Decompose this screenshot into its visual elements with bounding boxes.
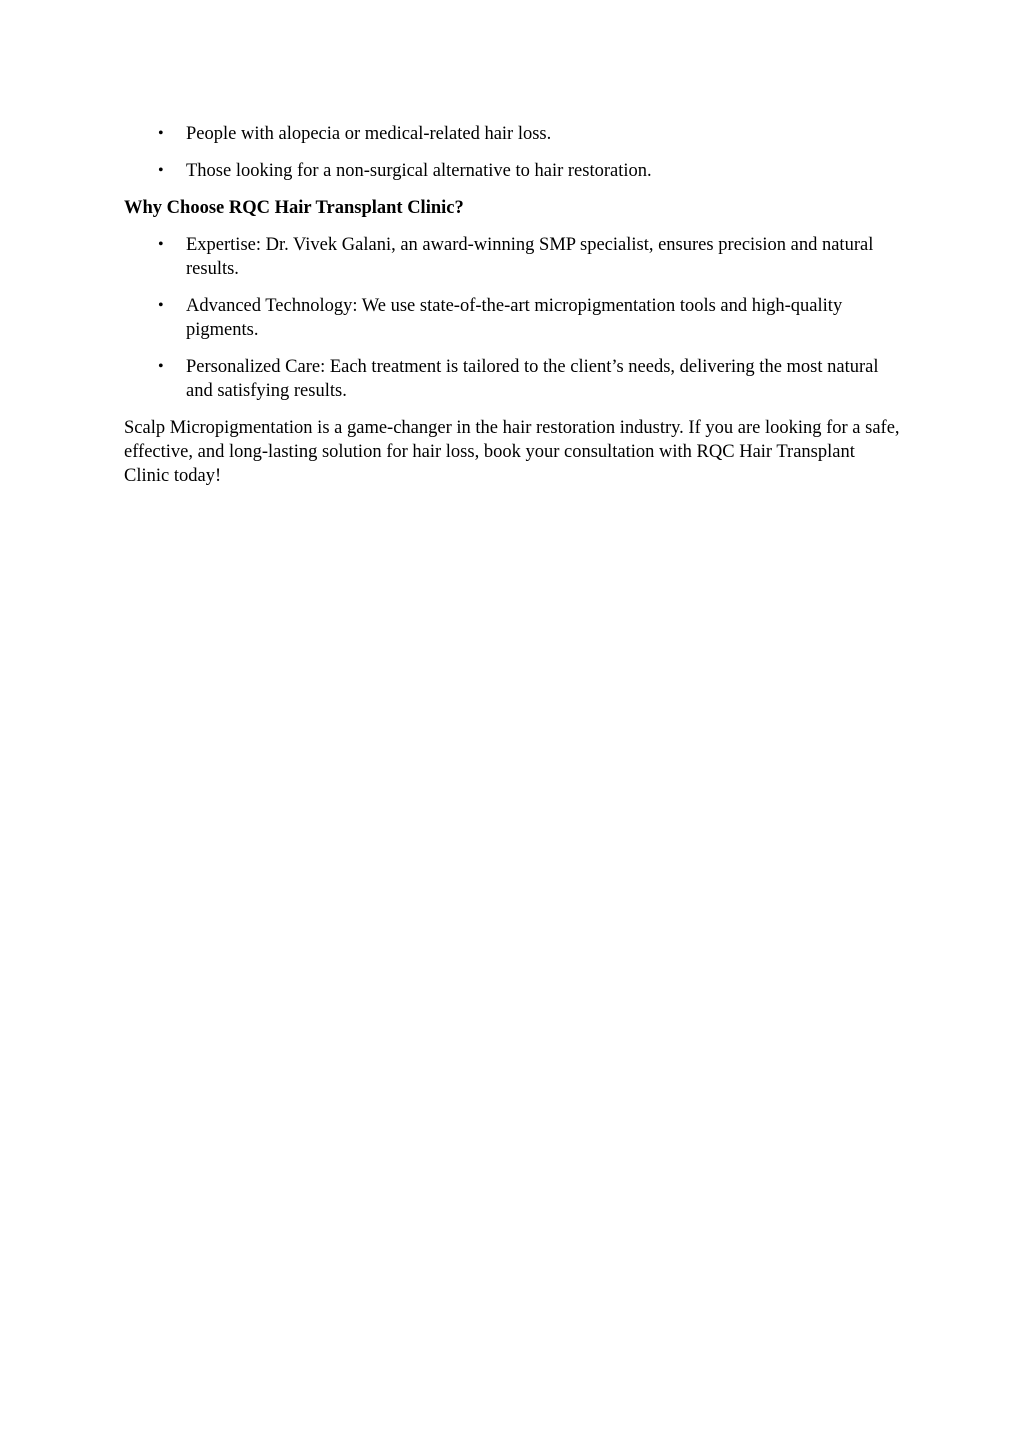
list-item-text: People with alopecia or medical-related hair loss. <box>186 124 552 144</box>
list-item <box>124 159 904 183</box>
bullet-icon: • <box>158 125 164 142</box>
reasons-list <box>124 233 904 403</box>
list-item <box>124 294 904 342</box>
list-item-text: Expertise: Dr. Vivek Galani, an award-winning SMP specialist, ensures precision and natural results. <box>186 235 874 279</box>
bullet-icon: • <box>158 162 164 179</box>
bullet-icon: • <box>158 297 164 314</box>
bullet-icon: • <box>158 236 164 253</box>
document-content <box>124 122 904 488</box>
list-item-text: Those looking for a non-surgical alternative to hair restoration. <box>186 161 652 181</box>
list-item-text: Personalized Care: Each treatment is tailored to the client’s needs, delivering the most natural and satisfying results. <box>186 357 879 401</box>
list-item <box>124 355 904 403</box>
list-item-text: Advanced Technology: We use state-of-the-art micropigmentation tools and high-quality pigments. <box>186 296 843 340</box>
candidates-list <box>124 122 904 183</box>
list-item <box>124 233 904 281</box>
list-item <box>124 122 904 146</box>
section-heading: Why Choose RQC Hair Transplant Clinic? <box>124 198 464 218</box>
closing-paragraph: Scalp Micropigmentation is a game-changer in the hair restoration industry. If you are looking for a safe, effective, and long-lasting solution for hair loss, book your consultation with RQC Hair Transplant Clinic today! <box>124 418 900 486</box>
bullet-icon: • <box>158 358 164 375</box>
